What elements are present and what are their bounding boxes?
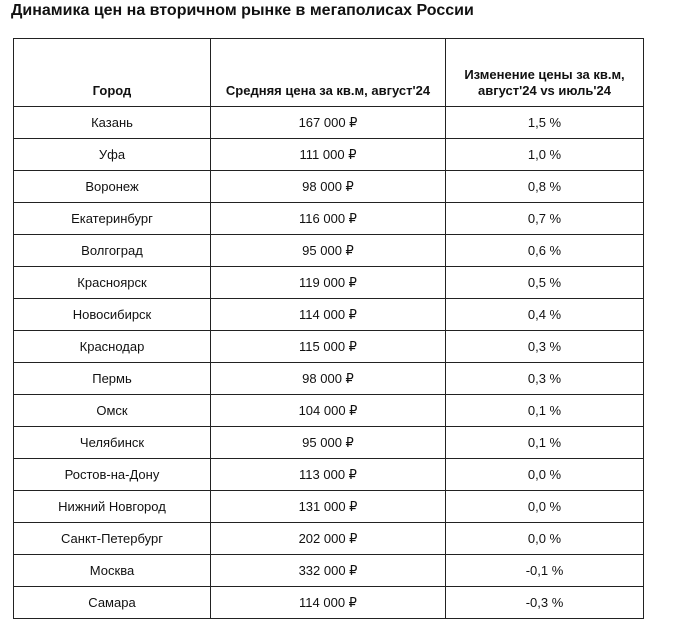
cell-price: 111 000 ₽ — [211, 139, 446, 171]
cell-city: Нижний Новгород — [14, 491, 211, 523]
cell-price: 131 000 ₽ — [211, 491, 446, 523]
table-row — [14, 491, 644, 523]
table-row — [14, 299, 644, 331]
table-row — [14, 363, 644, 395]
cell-price: 115 000 ₽ — [211, 331, 446, 363]
cell-change: -0,3 % — [446, 587, 644, 619]
cell-change: 0,5 % — [446, 267, 644, 299]
table-row — [14, 555, 644, 587]
cell-price: 113 000 ₽ — [211, 459, 446, 491]
cell-change: 0,8 % — [446, 171, 644, 203]
cell-change: 0,1 % — [446, 427, 644, 459]
cell-change: 0,1 % — [446, 395, 644, 427]
cell-price: 104 000 ₽ — [211, 395, 446, 427]
cell-price: 202 000 ₽ — [211, 523, 446, 555]
table-row — [14, 139, 644, 171]
table-row — [14, 331, 644, 363]
cell-city: Новосибирск — [14, 299, 211, 331]
cell-change: 0,0 % — [446, 491, 644, 523]
cell-price: 332 000 ₽ — [211, 555, 446, 587]
cell-change: 0,0 % — [446, 459, 644, 491]
table-row — [14, 203, 644, 235]
cell-price: 114 000 ₽ — [211, 587, 446, 619]
cell-city: Челябинск — [14, 427, 211, 459]
cell-price: 167 000 ₽ — [211, 107, 446, 139]
cell-price: 95 000 ₽ — [211, 235, 446, 267]
cell-city: Волгоград — [14, 235, 211, 267]
table-row — [14, 267, 644, 299]
cell-city: Краснодар — [14, 331, 211, 363]
header-change: Изменение цены за кв.м, август'24 vs июль'24 — [446, 39, 644, 107]
cell-change: 0,4 % — [446, 299, 644, 331]
cell-city: Самара — [14, 587, 211, 619]
table-row — [14, 395, 644, 427]
cell-city: Уфа — [14, 139, 211, 171]
cell-price: 95 000 ₽ — [211, 427, 446, 459]
table-row — [14, 523, 644, 555]
cell-change: 1,5 % — [446, 107, 644, 139]
cell-price: 98 000 ₽ — [211, 363, 446, 395]
cell-city: Красноярск — [14, 267, 211, 299]
cell-price: 114 000 ₽ — [211, 299, 446, 331]
cell-price: 98 000 ₽ — [211, 171, 446, 203]
page-title: Динамика цен на вторичном рынке в мегаполисах России — [11, 2, 474, 19]
cell-city: Пермь — [14, 363, 211, 395]
table-row — [14, 459, 644, 491]
cell-city: Санкт-Петербург — [14, 523, 211, 555]
table-row — [14, 107, 644, 139]
table-header-row — [14, 39, 644, 107]
cell-price: 119 000 ₽ — [211, 267, 446, 299]
cell-city: Омск — [14, 395, 211, 427]
cell-city: Москва — [14, 555, 211, 587]
price-table — [13, 38, 644, 619]
cell-change: 0,0 % — [446, 523, 644, 555]
header-city: Город — [14, 39, 211, 107]
table-row — [14, 171, 644, 203]
cell-change: 0,6 % — [446, 235, 644, 267]
cell-price: 116 000 ₽ — [211, 203, 446, 235]
cell-city: Екатеринбург — [14, 203, 211, 235]
cell-city: Ростов-на-Дону — [14, 459, 211, 491]
cell-change: 0,3 % — [446, 331, 644, 363]
table-body — [14, 107, 644, 619]
cell-city: Воронеж — [14, 171, 211, 203]
cell-change: 0,7 % — [446, 203, 644, 235]
cell-change: -0,1 % — [446, 555, 644, 587]
table-row — [14, 587, 644, 619]
cell-change: 1,0 % — [446, 139, 644, 171]
cell-change: 0,3 % — [446, 363, 644, 395]
header-price: Средняя цена за кв.м, август'24 — [211, 39, 446, 107]
table-row — [14, 235, 644, 267]
table-row — [14, 427, 644, 459]
cell-city: Казань — [14, 107, 211, 139]
